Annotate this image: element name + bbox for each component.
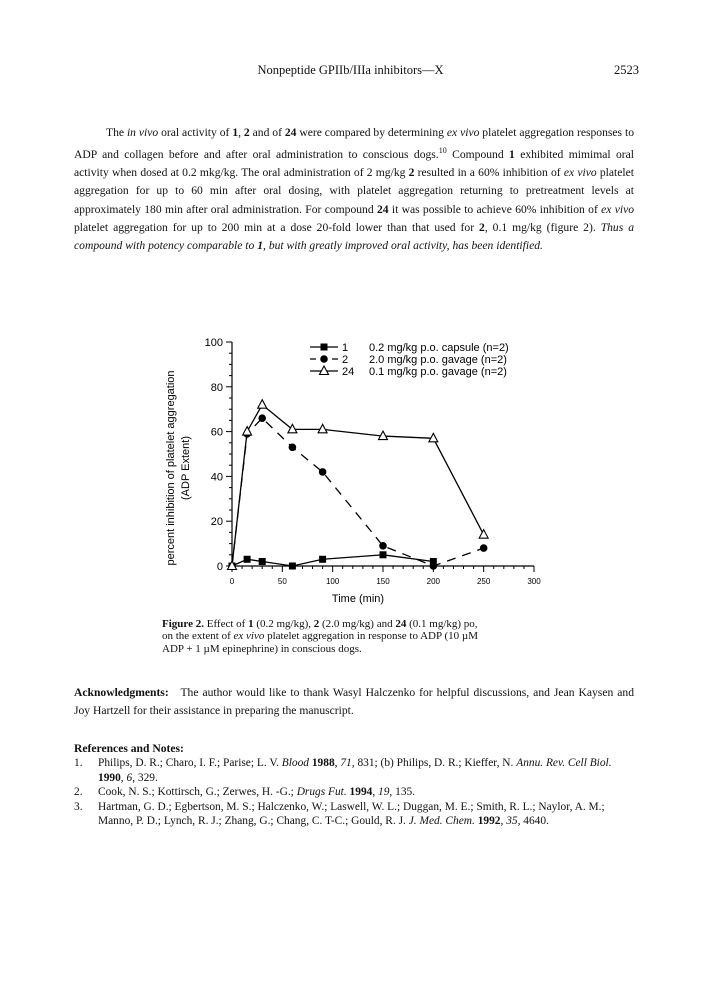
reference-run: Blood [281, 757, 309, 769]
marker-circle [379, 542, 387, 550]
x-tick-label: 100 [325, 577, 340, 586]
x-tick-label: 50 [277, 577, 287, 586]
body-paragraph-text [74, 124, 634, 255]
marker-circle [289, 443, 297, 451]
marker-circle [320, 355, 328, 363]
marker-square [319, 556, 326, 563]
acknowledgments-heading: Acknowledgments: [74, 686, 169, 699]
reference-item [74, 756, 634, 785]
series-line [232, 418, 484, 566]
y-tick-label: 20 [210, 516, 223, 529]
reference-run: 4640. [520, 815, 549, 827]
body-paragraph-text-run: were compared by determining [296, 126, 447, 139]
y-tick-label: 40 [210, 471, 223, 484]
body-paragraph [74, 124, 634, 255]
marker-triangle [318, 424, 327, 433]
legend-series-description: 0.1 mg/kg p.o. gavage (n=2) [369, 366, 507, 378]
figure-caption-run: Figure 2. [162, 618, 204, 630]
body-paragraph-text-run: 2 [479, 220, 485, 234]
reference-run: , [372, 786, 379, 798]
reference-number: 3. [74, 800, 83, 813]
references-heading: References and Notes: [74, 742, 184, 755]
reference-run: 831; (b) Philips, D. R.; Kieffer, N. [354, 757, 517, 769]
legend-item [310, 354, 507, 366]
reference-run: , [334, 757, 341, 769]
reference-run: Philips, D. R.; Charo, I. F.; Parise; L. V. [98, 757, 282, 769]
marker-square [244, 556, 251, 563]
legend-series-name: 24 [342, 366, 355, 378]
body-paragraph-text-run: resulted in a 60% inhibition of [414, 166, 564, 180]
reference-run: 35, [506, 815, 521, 827]
body-paragraph-text-run: oral activity of [158, 126, 233, 139]
chart-series [228, 400, 489, 570]
body-paragraph-text-run: platelet aggregation for up to 200 min at a dose 20-fold lower than that used for [74, 220, 480, 234]
x-tick-label: 300 [527, 577, 541, 586]
figure-caption-run: 2 [313, 618, 320, 630]
body-paragraph-text-run: 10 [438, 146, 447, 156]
reference-run: 6 [126, 771, 133, 784]
marker-triangle [288, 424, 297, 433]
body-paragraph-text-run: 1 [232, 126, 239, 139]
marker-square [289, 563, 296, 570]
marker-square [380, 551, 387, 558]
running-header-title: Nonpeptide GPIIb/IIIa inhibitors—X [257, 63, 444, 77]
body-paragraph-text-run: 2 [243, 126, 250, 139]
figure-caption-run: ex vivo [233, 630, 265, 643]
figure-caption-run: 24 [395, 618, 407, 630]
y-axis-label: percent inhibition of platelet aggregation [165, 370, 177, 566]
body-paragraph-text-run: ex vivo [563, 166, 597, 180]
acknowledgments-text: The author would like to thank Wasyl Halczenko for helpful discussions, and Jean Kaysen and Joy Hartzell for their assistance in preparing the manuscript. [74, 686, 634, 718]
legend-series-description: 0.2 mg/kg p.o. capsule (n=2) [369, 342, 509, 354]
marker-circle [319, 468, 327, 476]
legend-series-name: 2 [342, 354, 349, 366]
body-paragraph-text-run: Thus a compound with potency comparable to [74, 220, 634, 253]
marker-triangle [258, 400, 267, 409]
reference-text [98, 756, 634, 785]
reference-run: 71, [340, 757, 355, 769]
body-paragraph-text-run: Compound [446, 148, 510, 162]
legend-item [310, 342, 509, 354]
body-paragraph-text-run: it was possible to achieve 60% inhibition of [388, 202, 602, 216]
reference-run: , 329. [132, 771, 158, 784]
reference-item [74, 800, 634, 829]
series-2 [228, 414, 487, 569]
x-tick-label: 200 [426, 577, 441, 586]
reference-run: 1994 [349, 786, 373, 798]
marker-square [321, 344, 328, 351]
body-paragraph-text-run: ex vivo [601, 202, 635, 216]
marker-triangle [243, 427, 252, 436]
y-tick-label: 100 [204, 337, 223, 349]
series-24 [228, 400, 489, 570]
body-paragraph-text-run: The [106, 126, 127, 139]
reference-run: J. Med. Chem. [408, 815, 475, 827]
body-paragraph-text-run: , but with greatly improved oral activity, has been identified. [263, 239, 543, 253]
body-paragraph-text-run: ex vivo [446, 126, 480, 139]
reference-run: Hartman, G. D.; Egbertson, M. S.; Halczenko, W.; Laswell, W. L.; Duggan, M. E.; Smith, R. L.; Naylor, A. M.; Manno, P. D.; Lynch, R. J.; Zhang, G.; Chang, C. T-C.; Gould, R. J. [98, 800, 605, 827]
references-list [74, 756, 634, 829]
marker-circle [480, 544, 488, 552]
body-paragraph-text-run: , 0.1 mg/kg (figure 2). [484, 220, 601, 234]
body-paragraph-text-run: , [238, 126, 244, 139]
x-tick-label: 150 [376, 577, 390, 586]
reference-text [98, 800, 634, 829]
body-paragraph-text-run: platelet aggregation responses to ADP and collagen before and after oral administration to conscious dogs. [74, 126, 634, 162]
body-paragraph-text-run: 1 [257, 239, 264, 253]
page-number: 2523 [614, 63, 639, 77]
body-paragraph-text-run: exhibited mimimal oral activity when dosed at 0.2 mkg/kg. The oral administration of 2 mg/kg [74, 148, 634, 180]
series-line [232, 405, 484, 566]
reference-run: 19, [378, 786, 393, 798]
legend-item [310, 366, 507, 378]
figure-caption-run: (0.2 mg/kg), [253, 618, 314, 630]
marker-triangle [320, 366, 329, 375]
x-tick-label: 0 [229, 577, 235, 586]
reference-number: 1. [74, 757, 83, 769]
marker-circle [258, 414, 266, 422]
y-tick-label: 60 [210, 426, 223, 439]
acknowledgments [74, 684, 634, 720]
body-paragraph-text-run: in vivo [126, 126, 159, 139]
body-paragraph-text-run: and of [249, 126, 285, 139]
reference-run: 135. [392, 786, 416, 798]
chart-legend [310, 342, 509, 378]
reference-run: 1990 [98, 771, 121, 784]
y-tick-label: 80 [210, 381, 223, 394]
body-paragraph-text-run: 24 [376, 202, 389, 216]
figure-caption-run: (0.1 mg/kg) po, on the extent of [162, 618, 478, 643]
body-paragraph-text-run: 2 [408, 166, 415, 180]
reference-item [74, 785, 634, 800]
marker-square [259, 558, 266, 565]
figure-caption-run: 1 [248, 618, 254, 630]
reference-run: Annu. Rev. Cell Biol. [516, 757, 612, 769]
figure-caption-run: (2.0 mg/kg) and [319, 618, 396, 630]
reference-run: 1988 [311, 757, 335, 769]
legend-series-description: 2.0 mg/kg p.o. gavage (n=2) [369, 354, 507, 366]
body-paragraph-text-run: 1 [509, 148, 515, 162]
body-paragraph-text-run: platelet aggregation for up to 60 min after oral dosing, with platelet aggregation returning to pretreatment levels at approximately 180 min after oral administration. For compound [74, 166, 635, 216]
figure-caption-run: Effect of [203, 618, 249, 630]
reference-run: , [500, 815, 507, 827]
figure-caption [162, 618, 482, 655]
marker-circle [430, 562, 438, 570]
marker-triangle [479, 530, 488, 539]
reference-run: , [120, 771, 127, 784]
reference-run: Cook, N. S.; Kottirsch, G.; Zerwes, H. -G.; [98, 786, 297, 798]
x-tick-label: 250 [476, 577, 491, 586]
reference-number: 2. [74, 786, 83, 798]
y-tick-label: 0 [216, 561, 223, 573]
figure-caption-run: platelet aggregation in response to ADP (10 µM ADP + 1 µM epinephrine) in conscious dogs. [162, 630, 478, 655]
x-axis-label: Time (min) [331, 593, 385, 605]
body-paragraph-text-run: 24 [284, 126, 297, 139]
reference-text [98, 785, 634, 800]
figure-2-chart [160, 320, 550, 605]
y-axis-label-secondary: (ADP Extent) [180, 436, 192, 500]
legend-series-name: 1 [342, 342, 349, 354]
reference-run: Drugs Fut. [296, 786, 347, 798]
reference-run: 1992 [477, 815, 501, 827]
